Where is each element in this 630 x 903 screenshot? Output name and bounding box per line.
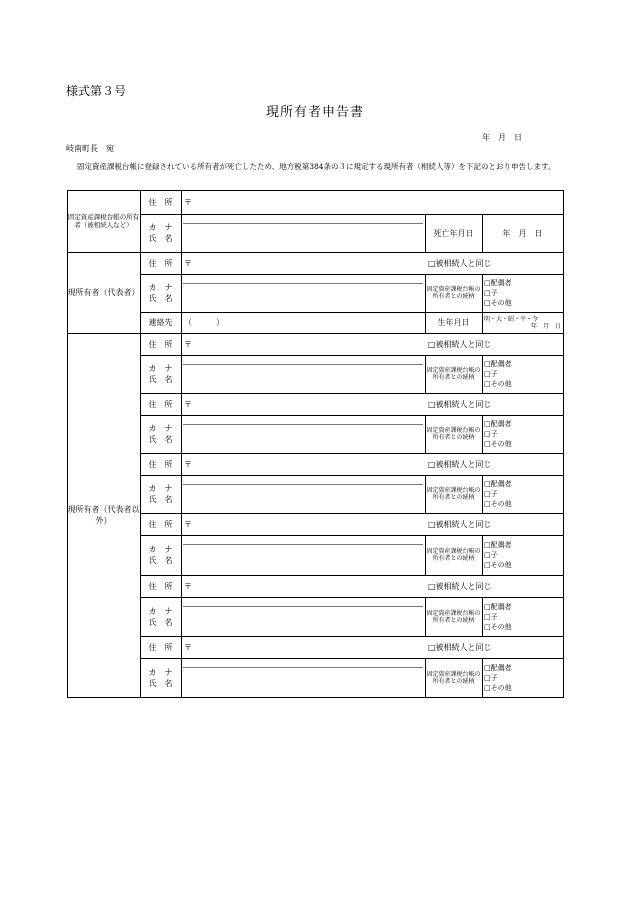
relation-option-1[interactable]: □子	[484, 370, 498, 378]
address-field[interactable]: 〒	[184, 258, 192, 268]
column-divider	[181, 636, 182, 697]
relation-option-2[interactable]: □その他	[484, 561, 512, 569]
relation-option-2[interactable]: □その他	[484, 622, 512, 631]
section-others-label: 現所有者（代表者以外）	[67, 505, 140, 525]
relation-option-2[interactable]: □その他	[484, 440, 512, 448]
kana-field[interactable]	[181, 535, 425, 544]
kana-field[interactable]	[181, 475, 425, 484]
name-field[interactable]	[181, 424, 425, 453]
column-divider	[181, 513, 182, 575]
name-field[interactable]	[181, 283, 425, 312]
kana-name-label: カ ナ 氏 名	[148, 364, 173, 384]
column-divider	[181, 393, 182, 453]
kana-field[interactable]	[181, 597, 425, 606]
kana-name-label: カ ナ 氏 名	[148, 667, 173, 688]
address-label: 住 所	[148, 258, 173, 268]
relation-options[interactable]	[482, 658, 563, 697]
intro-text: 固定資産課税台帳に登録されている所有者が死亡したため、地方税第384条の３に規定する現所有者（相続人等）を下記のとおり申告します。	[77, 162, 556, 171]
address-field[interactable]: 〒	[184, 459, 192, 469]
relation-option-1[interactable]: □子	[484, 612, 498, 621]
name-field[interactable]	[181, 484, 425, 513]
column-divider	[181, 453, 182, 513]
contact-label: 連絡先	[148, 318, 173, 327]
kana-name-label: カ ナ 氏 名	[148, 223, 173, 243]
relation-option-1[interactable]: □子	[484, 289, 498, 297]
deceased-address-field[interactable]: 〒	[184, 197, 192, 207]
address-field[interactable]: 〒	[184, 399, 192, 409]
address-label: 住 所	[148, 519, 173, 529]
relation-label: 固定資産課税台帳の所有者との続柄	[426, 609, 481, 624]
address-label: 住 所	[148, 642, 173, 652]
address-field[interactable]: 〒	[184, 642, 192, 652]
kana-name-label: カ ナ 氏 名	[148, 545, 173, 565]
relation-options[interactable]	[482, 597, 563, 636]
address-label: 住 所	[148, 339, 173, 349]
death-date-label: 死亡年月日	[433, 228, 474, 238]
relation-option-2[interactable]: □その他	[484, 380, 512, 388]
relation-options[interactable]	[482, 535, 563, 575]
relation-label: 固定資産課税台帳の所有者との続柄	[426, 286, 481, 300]
address-field[interactable]: 〒	[184, 339, 192, 349]
same-as-deceased-checkbox[interactable]: □被相続人と同じ	[428, 399, 492, 409]
name-field[interactable]	[181, 606, 425, 636]
same-as-deceased-checkbox[interactable]: □被相続人と同じ	[428, 459, 492, 469]
relation-options[interactable]	[482, 355, 563, 393]
section-representative-label: 現所有者（代表者）	[67, 288, 140, 297]
kana-field[interactable]	[181, 658, 425, 667]
relation-option-0[interactable]: □配偶者	[484, 420, 512, 428]
death-date-field[interactable]: 年 月 日	[502, 228, 543, 238]
kana-field[interactable]	[181, 415, 425, 424]
relation-option-2[interactable]: □その他	[484, 299, 512, 307]
name-field[interactable]	[181, 544, 425, 575]
contact-field[interactable]: （ ）	[184, 318, 224, 327]
same-as-deceased-checkbox[interactable]: □被相続人と同じ	[428, 581, 492, 591]
birth-ymd: 年 月 日	[530, 322, 561, 330]
form-number: 様式第３号	[66, 84, 127, 98]
relation-option-2[interactable]: □その他	[484, 500, 512, 508]
relation-option-1[interactable]: □子	[484, 430, 498, 438]
relation-label: 固定資産課税台帳の所有者との続柄	[426, 487, 481, 501]
address-label: 住 所	[148, 459, 173, 469]
birth-date-field[interactable]	[482, 312, 563, 333]
relation-option-2[interactable]: □その他	[484, 683, 512, 692]
deceased-name-field[interactable]	[181, 214, 425, 252]
relation-options[interactable]	[482, 475, 563, 513]
kana-field[interactable]	[181, 355, 425, 364]
relation-label: 固定資産課税台帳の所有者との続柄	[426, 367, 481, 381]
relation-option-0[interactable]: □配偶者	[484, 541, 512, 549]
relation-option-1[interactable]: □子	[484, 490, 498, 498]
relation-option-0[interactable]: □配偶者	[484, 480, 512, 488]
relation-options[interactable]	[482, 415, 563, 453]
relation-options[interactable]	[482, 274, 563, 312]
kana-field[interactable]	[181, 274, 425, 283]
relation-option-1[interactable]: □子	[484, 673, 498, 682]
name-field[interactable]	[181, 667, 425, 697]
same-as-deceased-checkbox[interactable]: □被相続人と同じ	[428, 339, 492, 349]
birth-date-label: 生年月日	[437, 318, 470, 327]
relation-option-0[interactable]: □配偶者	[484, 663, 512, 672]
address-label: 住 所	[148, 197, 173, 207]
section-deceased-label: 固定資産課税台帳の所有者（被相続人など）	[67, 213, 140, 229]
era-options[interactable]: 明・大・昭・平・令	[484, 315, 539, 323]
same-as-deceased-checkbox[interactable]: □被相続人と同じ	[428, 519, 492, 529]
address-label: 住 所	[148, 581, 173, 591]
kana-name-label: カ ナ 氏 名	[148, 606, 173, 627]
relation-option-0[interactable]: □配偶者	[484, 360, 512, 368]
same-as-deceased-checkbox[interactable]: □被相続人と同じ	[428, 258, 492, 268]
relation-label: 固定資産課税台帳の所有者との続柄	[426, 427, 481, 441]
relation-label: 固定資産課税台帳の所有者との続柄	[426, 548, 481, 562]
addressee: 岐南町長 宛	[66, 144, 114, 153]
relation-option-0[interactable]: □配偶者	[484, 279, 512, 287]
relation-option-1[interactable]: □子	[484, 551, 498, 559]
address-field[interactable]: 〒	[184, 519, 192, 529]
relation-label: 固定資産課税台帳の所有者との続柄	[426, 670, 481, 685]
same-as-deceased-checkbox[interactable]: □被相続人と同じ	[428, 642, 492, 652]
column-divider	[181, 575, 182, 636]
name-field[interactable]	[181, 364, 425, 393]
column-divider	[181, 333, 182, 393]
address-label: 住 所	[148, 399, 173, 409]
kana-name-label: カ ナ 氏 名	[148, 424, 173, 444]
column-divider	[181, 252, 182, 312]
date-line: 年 月 日	[482, 133, 522, 142]
relation-option-0[interactable]: □配偶者	[484, 602, 512, 611]
kana-name-label: カ ナ 氏 名	[148, 283, 173, 303]
address-field[interactable]: 〒	[184, 581, 192, 591]
kana-name-label: カ ナ 氏 名	[148, 484, 173, 504]
page-title: 現所有者申告書	[265, 105, 364, 120]
